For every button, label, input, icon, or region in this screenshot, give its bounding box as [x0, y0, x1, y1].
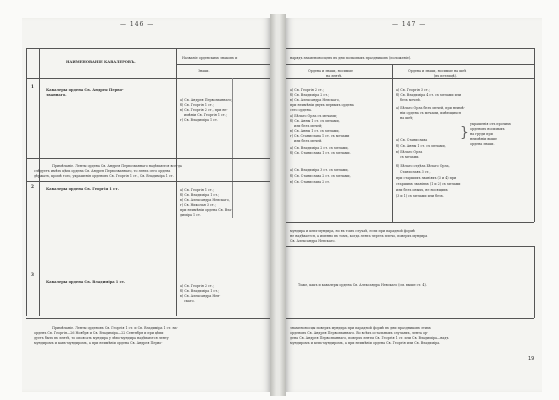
- note-2-line: дуетъ быть въ лентѣ, то опоясать мундира у лѣво-мундира надѣваются ленту: [34, 336, 169, 340]
- right-col1-head: Ордена и знаки, носимые: [308, 69, 353, 73]
- right-row1-col1: при неимѣніи двухъ первыхъ ордена: [290, 103, 354, 107]
- right-row1b-col2: ніи ордена съ мечами, имѣющихся: [400, 111, 461, 115]
- header-top: Названіе орденскихъ знаковъ и: [182, 56, 238, 60]
- table-header-rule: [26, 78, 270, 79]
- table-top-rule: [26, 48, 270, 49]
- right-row1b-col1: или безъ мечей.: [294, 139, 323, 143]
- right-row3-col2: или безъ оныхъ, не носящихъ: [396, 188, 448, 192]
- right-row1-col1: б) Св. Владиміра 2 ст.;: [290, 93, 330, 97]
- table-left-rule: [26, 48, 27, 218]
- right-row3-col2: б) Бѣлаго отдѣла Бѣлаго Орла,: [396, 164, 450, 168]
- right-page: [286, 18, 542, 392]
- right-row3-col1: б) Св. Станислава 2 ст. съ мечами,: [290, 174, 351, 178]
- row-1-item: имѣніи Св. Георгія 1 ст.;: [184, 113, 227, 117]
- right-row2-side: на груди при: [470, 132, 493, 136]
- right-edge-rule: [534, 48, 535, 222]
- note-2-line: Примѣчаніе. Ленты орденовъ Св. Георгія 1 ст. и Св. Владиміра 1 ст. на-: [52, 326, 178, 330]
- right-col2-head: (въ петлицѣ).: [434, 74, 457, 78]
- note-2-rule: [26, 318, 270, 319]
- right-row3-col2: старшихъ званіяхъ (1 и 2) съ мечами: [396, 182, 461, 186]
- row-3-name-rule-lower: [176, 266, 177, 316]
- right-row1b-col1: или безъ мечей;: [294, 124, 323, 128]
- right-col-rule: [392, 64, 393, 222]
- row-3-item: в) Св. Александра Нев-: [180, 294, 221, 298]
- note-1-line: дѣржатъ, кромѣ того, украшенія орденовъ Св. Георгія 1 ст., Св. Владиміра 1 ст.: [34, 174, 174, 178]
- right-note-bottom: знаменоносцы поверхъ мундира при парадной формѣ въ дни праздниковъ этихъ: [290, 326, 432, 330]
- row-2-item: в) Св. Александра Невскаго,: [180, 198, 230, 202]
- right-row3-col1: а) Св. Владиміра 3 ст. съ мечами,: [290, 168, 349, 172]
- signature-mark: 19: [528, 356, 535, 362]
- right-row1-col2: б) Св. Владиміра 4 ст. съ мечами или: [396, 93, 462, 97]
- right-row3-col2: при старшихъ званіяхъ (3 и 4) при: [396, 176, 457, 180]
- right-subheader-rule: [286, 64, 534, 65]
- right-row2-side: ордена знаки.: [470, 142, 495, 146]
- row-1-title-line-2: званнаго.: [46, 93, 67, 97]
- note-1-line: Примѣчаніе. Ленты ордена Св. Андрея Первозваннаго надѣваются всегда: [52, 164, 182, 168]
- right-note-mid: мундира и кепь-мундира, но въ томъ случаѣ, если при парадной формѣ: [290, 229, 415, 233]
- right-row2-col2: б) Св. Анны 1 ст. съ мечами,: [396, 144, 446, 148]
- row-2-item: при неимѣніи ордена Св. Вла-: [180, 208, 233, 212]
- right-row3-col2: (3 и 1) съ мечами или безъ.: [396, 194, 444, 198]
- row-1-number: 1: [31, 84, 34, 89]
- right-row2-side: украшенія отъ прочихъ: [470, 122, 512, 126]
- header-name: НАИМЕНОВАНІЕ КАВАЛЕРОВЪ.: [66, 60, 136, 64]
- row-3-left-rule: [26, 218, 27, 266]
- table-name-col-rule: [176, 48, 177, 218]
- right-header-rule: [286, 78, 534, 79]
- right-mid-rule: [286, 222, 534, 223]
- row-3-item: скаго.: [184, 299, 195, 303]
- row-2-item: диміра 1 ст.: [180, 213, 201, 217]
- row-1-item: г) Св. Владиміра 1 ст.: [180, 118, 218, 122]
- right-col1-head: на лентѣ.: [326, 74, 343, 78]
- brace-icon: }: [460, 125, 469, 141]
- right-row1-col2: безъ мечей.: [400, 98, 421, 102]
- right-row1b-col1: б) Св. Анны 1 ст. съ мечами,: [290, 119, 340, 123]
- table-num-col-rule: [39, 48, 40, 218]
- right-row3-col1: в) Св. Станислава 2 ст.: [290, 180, 331, 184]
- right-page-number: — 147 —: [392, 21, 427, 28]
- right-row1b-col1: в) Св. Анны 1 ст. съ мечами,: [290, 129, 340, 133]
- right-row1-col1: а) Св. Георгія 2 ст.;: [290, 88, 324, 92]
- right-row2-col2: а) Св. Станислава: [396, 138, 428, 142]
- row-3-title: Кавалеры ордена Св. Владиміра 1 ст.: [46, 280, 126, 284]
- right-mid-bottom-rule: [286, 246, 534, 247]
- table-subheader-rule: [176, 64, 270, 65]
- right-note-bottom: дена Св. Андрея Первозваннаго, поверхъ ленты Св. Георгія 1 ст. или Св. Владиміра—надъ: [290, 336, 449, 340]
- right-row2-col2: съ мечами.: [400, 155, 420, 159]
- row-1-item: а) Св. Андрея Первозваннаго;: [180, 98, 233, 102]
- right-row4-edge-rule: [534, 246, 535, 318]
- row-2-item: г) Св. Николая 3 ст.;: [180, 203, 216, 207]
- right-row1b-col1: г) Св. Станислава 1 ст. съ мечами: [290, 134, 350, 138]
- right-row1-col2: а) Св. Георгія 3 ст.;: [396, 88, 430, 92]
- row-3-item: б) Св. Владиміра 1 ст.;: [180, 289, 220, 293]
- row-2-item: а) Св. Георгія 1 ст.;: [180, 188, 214, 192]
- right-table-top-rule: [286, 48, 534, 49]
- row-2-item: б) Св. Владиміра 1 ст.;: [180, 193, 220, 197]
- book-gutter: [270, 14, 286, 396]
- note-1-line: слѣдуетъ имѣть цѣпь ордена Св. Андрея Первозваннаго, то лента сего ордена: [34, 169, 171, 173]
- left-page: [22, 18, 270, 392]
- note-1-bottom-rule: [26, 181, 270, 182]
- right-row1b-col2: а) Бѣлаго Орла безъ мечей, при неимѣ-: [396, 106, 465, 110]
- row-2-number: 2: [31, 184, 34, 189]
- header-sub: Знаки.: [198, 69, 210, 73]
- right-col2-head: Ордена и знаки, носимые на шеѣ: [408, 69, 467, 73]
- right-note-bottom: орденовъ Св. Андрея Первозваннаго. Во всѣхъ остальныхъ случаяхъ, лента ор-: [290, 331, 429, 335]
- row-3-left-rule-lower: [26, 266, 27, 316]
- right-row1b-col1: а) Бѣлаго Орла съ мечами;: [290, 114, 337, 118]
- right-row1-col1: сего ордена.: [290, 108, 312, 112]
- note-2-line: орденъ Св. Георгія—26 Ноября и Св. Владиміра—22 Сентября и при цѣпи: [34, 331, 164, 335]
- right-row2-col1: а) Св. Владиміра 2 ст. съ мечами,: [290, 146, 349, 150]
- right-row1b-col2: на шеѣ;: [400, 116, 414, 120]
- right-note-mid: Св. Александра Невскаго.: [290, 239, 336, 243]
- right-row2-col2: в) Бѣлаго Орла: [396, 150, 423, 154]
- left-page-number: — 146 —: [120, 21, 155, 28]
- row-1-item: б) Св. Георгія 1 ст.;: [180, 103, 214, 107]
- row-1-item: в) Св. Георгія 2 ст., при не-: [180, 108, 228, 112]
- right-header-top: нарядъ знаменоносцевъ въ дни полковыхъ праздниковъ (положеніе).: [290, 56, 412, 60]
- row-3-number: 3: [31, 272, 34, 277]
- right-note-mid: не надѣвается, а именно въ томъ, когда лента черезъ плечо, поверхъ мундира: [290, 234, 428, 238]
- right-row2-side: неимѣніи выше: [470, 137, 497, 141]
- right-row1-col1: в) Св. Александра Невскаго,: [290, 98, 340, 102]
- row-3-num-rule-lower: [39, 266, 40, 316]
- right-note-bottom: мундиромъ и кепь-мундиромъ, а при неимѣніи ордена Св. Георгія или Св. Владиміра.: [290, 341, 441, 345]
- right-row2-side: орденовъ носимыхъ: [470, 127, 505, 131]
- right-row3-col2: Станиславъ 3 ст.,: [400, 170, 431, 174]
- row-3-num-rule: [39, 218, 40, 266]
- row-3-item: а) Св. Георгія 2 ст.;: [180, 284, 214, 288]
- right-bottom-rule: [286, 318, 534, 319]
- note-1-rule: [26, 158, 270, 159]
- row-3-name-rule: [176, 218, 177, 266]
- row-1-title-line-1: Кавалеры ордена Св. Андрея Перво-: [46, 88, 124, 92]
- right-row2-col1: б) Св. Станислава 1 ст. съ мечами.: [290, 151, 351, 155]
- note-2-line: мундиромъ и кавъ-мундиромъ, а при неимѣніи ордена Св. Андрея Перво-: [34, 341, 163, 345]
- row-2-title: Кавалеры ордена Св. Георгія 1 ст.: [46, 187, 119, 191]
- right-row4: Тоже, какъ и кавалеры ордена Св. Александра Невскаго (см. выше ст. 4).: [298, 283, 427, 287]
